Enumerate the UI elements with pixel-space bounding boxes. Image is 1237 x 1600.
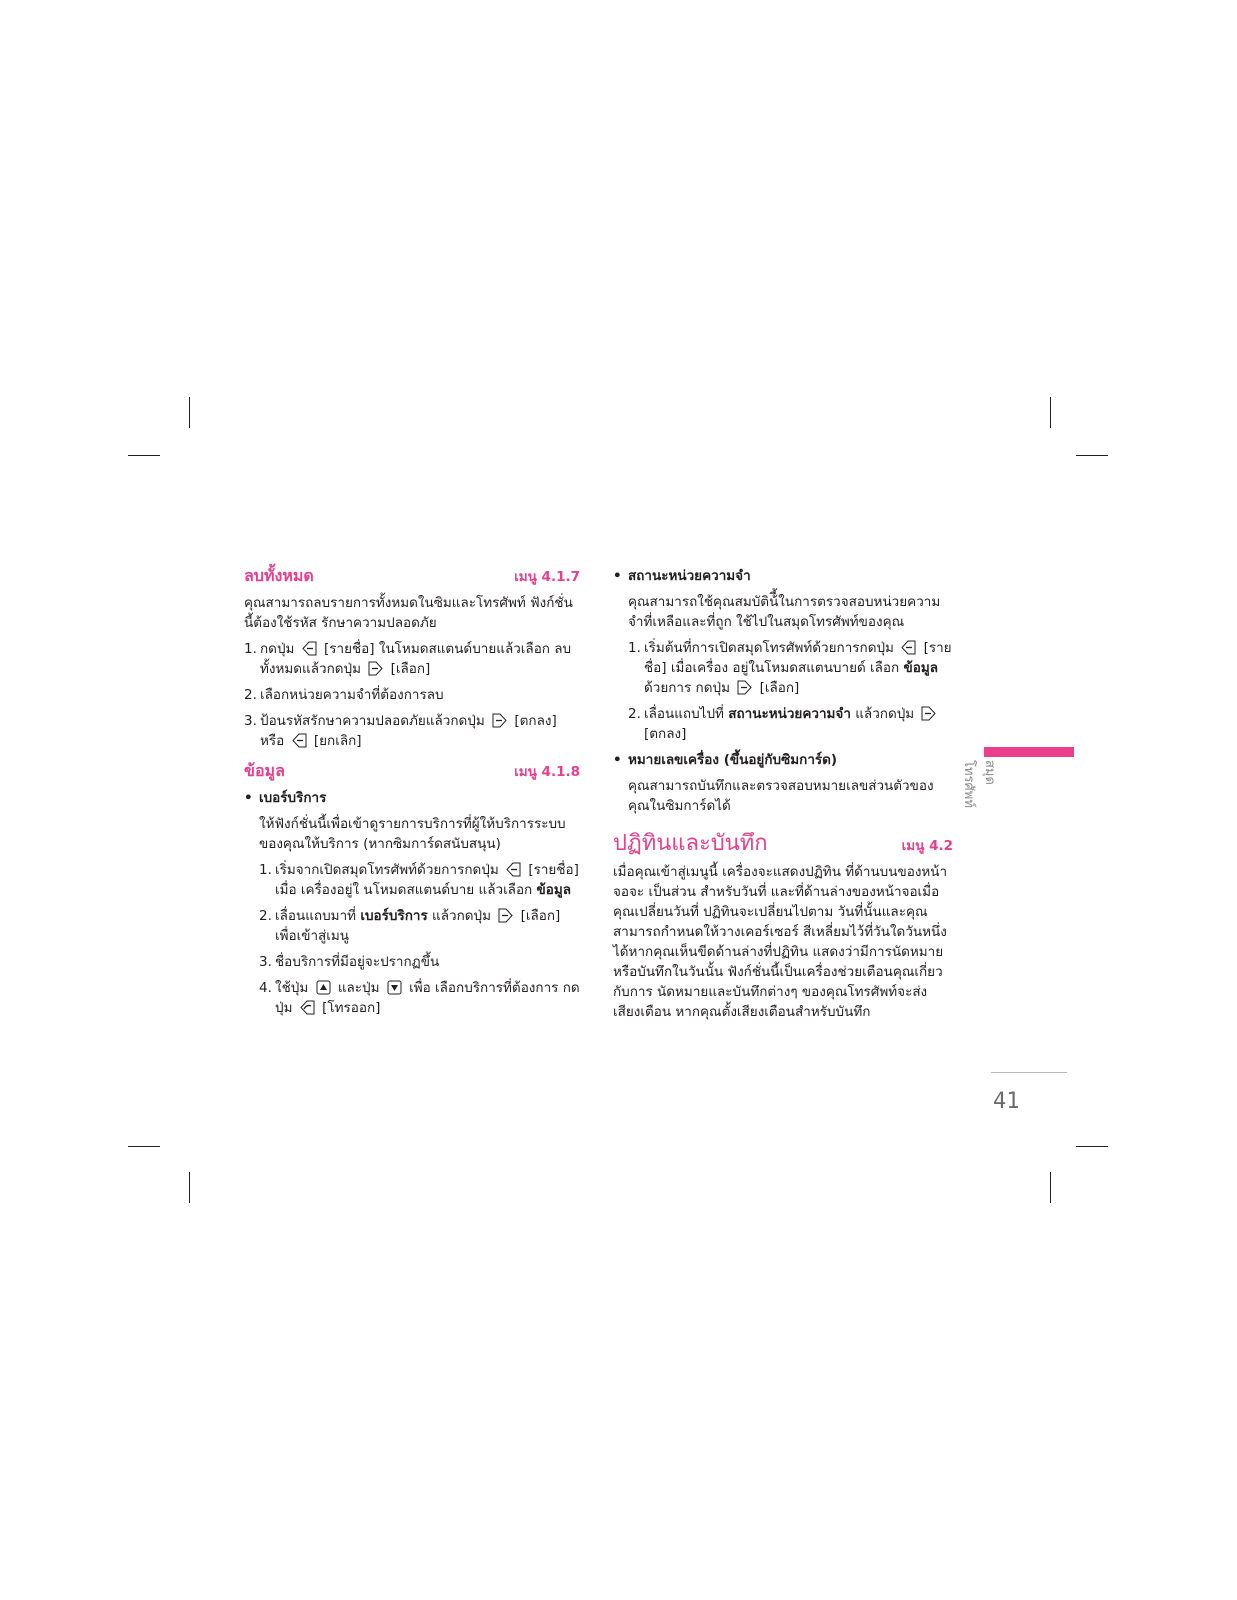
steps-list xyxy=(259,860,580,1018)
step-text: เลือกหน่วยความจำที่ต้องการลบ xyxy=(260,687,444,703)
bullet-text: เบอร์บริการ xyxy=(259,790,327,806)
step-text: [รายชื่อ] ในโหมดสแตนด์บายแล้วเลือก ลบทั้งหมดแล้วกดปุ่ม xyxy=(260,641,572,677)
menu-number: เมนู 4.1.7 xyxy=(514,569,580,585)
crop-mark xyxy=(128,455,160,456)
step-text: ป้อนรหัสรักษาความปลอดภัยแล้วกดปุ่ม xyxy=(260,713,485,729)
crop-mark xyxy=(1076,1146,1108,1147)
step-number: 3. xyxy=(244,713,257,729)
step-text-bold: เบอร์บริการ xyxy=(360,908,428,924)
steps-list xyxy=(244,639,580,751)
section-description: เมื่อคุณเข้าสู่เมนูนี้ เครื่องจะแสดงปฏิทิน ที่ด้านบนของหน้าจอจะ เป็นส่วน สำหรับวันที่ และที่ด้านล่างของหน้าจอเมื่อคุณเปลี่ยนวันที่ ปฏิทินจะเปลี่ยนไปตาม วันที่นั้นและคุณสามารถกำหนดให้วางเคอร์เซอร์ สีเหลี่ยมไว้ที่วันใดวันหนึ่งได้หากคุณเห็นขีดด้านล่างที่ปฏิทิน แสดงว่ามีการนัดหมายหรือบันทึกในวันนั้น ฟังก์ชั่นนี้เป็นเครื่องช่วยเตือนคุณเกี่ยวกับการ นัดหมายและบันทึกต่างๆ ของคุณโทรศัพท์จะส่งเสียงเตือน หากคุณตั้งเสียงเตือนสำหรับบันทึก xyxy=(613,864,948,1020)
right-softkey-icon xyxy=(492,713,507,728)
section-title: ข้อมูล xyxy=(244,761,285,780)
step-item xyxy=(244,711,580,751)
crop-mark xyxy=(1050,397,1051,428)
step-item xyxy=(244,685,580,705)
bullet-heading xyxy=(613,566,953,586)
step-text: แล้วกดปุ่ม xyxy=(432,908,491,924)
left-softkey-icon xyxy=(506,862,521,877)
step-text: เลื่อนแถบไปที่ xyxy=(644,706,724,722)
step-text: [ตกลง] หรือ xyxy=(260,713,557,749)
step-item xyxy=(628,704,953,744)
step-text: [เลือก] xyxy=(390,661,431,677)
step-text: ด้วยการ กดปุ่ม xyxy=(644,680,730,696)
bullet-icon: • xyxy=(613,752,622,768)
crop-mark xyxy=(1050,1172,1051,1203)
right-softkey-icon xyxy=(921,706,936,721)
bullet-text: สถานะหน่วยความจำ xyxy=(628,568,751,584)
step-text: [รายชื่อ] เมื่อ เครื่องอยู่ใ นโหมดสแตนด์บาย แล้วเลือก xyxy=(275,862,579,898)
right-softkey-icon xyxy=(737,680,752,695)
step-text: เลื่อนแถบมาที่ xyxy=(275,908,357,924)
left-softkey-icon xyxy=(901,640,916,655)
menu-number: เมนู 4.2 xyxy=(901,838,953,854)
step-number: 2. xyxy=(628,706,641,722)
step-text: [ตกลง] xyxy=(644,726,687,742)
step-item xyxy=(628,638,953,698)
step-text: และปุ่ม xyxy=(337,980,380,996)
step-item xyxy=(259,978,580,1018)
section-description: คุณสามารถใช้คุณสมบัติน้ี้ในการตรวจสอบหน่วยความจำที่เหลือและที่ถูก ใช้ไปในสมุดโทรศัพท์ของคุณ xyxy=(628,594,941,630)
step-text: [รายชื่อ] เมื่อเครื่อง อยู่ในโหมดสแตนบายด์ เลือก xyxy=(644,640,952,676)
side-tab-bar xyxy=(984,747,1074,757)
step-text: เพื่อ เลือกบริการที่ต้องการ กดปุ่ม xyxy=(275,980,580,1016)
step-number: 1. xyxy=(244,641,257,657)
step-number: 1. xyxy=(628,640,641,656)
step-text: ชื่อบริการที่มีอยู่จะปรากฏขึ้น xyxy=(275,954,440,970)
right-column xyxy=(613,566,953,1022)
step-number: 1. xyxy=(259,862,272,878)
step-text: เริ่มจากเปิดสมุดโทรศัพท์ด้วยการกดปุ่ม xyxy=(275,862,499,878)
step-text: [เลือก] เพื่อเข้าสู่เมนู xyxy=(275,908,561,944)
step-number: 4. xyxy=(259,980,272,996)
section-title: ปฏิทินและบันทึก xyxy=(613,831,768,856)
section-description: ให้ฟังก์ชั่นนี้เพื่อเข้าดูรายการบริการที่ผู้ให้บริการระบบของคุณให้บริการ (หากซิมการ์ดสนับสนุน) xyxy=(259,816,566,852)
bullet-icon: • xyxy=(613,568,622,584)
menu-number: เมนู 4.1.8 xyxy=(514,764,580,780)
step-text: [โทรออก] xyxy=(322,1000,381,1016)
left-column xyxy=(244,566,580,1018)
bullet-text: หมายเลขเครื่อง (ขึ้นอยู่กับซิมการ์ด) xyxy=(628,752,838,768)
step-item xyxy=(259,952,580,972)
left-softkey-icon xyxy=(292,733,307,748)
crop-mark xyxy=(189,397,190,428)
bullet-icon: • xyxy=(244,790,253,806)
side-tab-label: สมุดโทรศัพท์ xyxy=(961,760,997,808)
step-text-bold: ข้อมูล xyxy=(536,882,572,898)
section-description: คุณสามารถลบรายการทั้งหมดในซิมและโทรศัพท์ ฟังก์ชั่นนี้ต้องใช้รหัส รักษาความปลอดภัย xyxy=(244,595,573,631)
step-number: 2. xyxy=(259,908,272,924)
step-text: เริ่มต้นที่การเปิดสมุดโทรศัพท์ด้วยการกดปุ่ม xyxy=(644,640,894,656)
step-text: แล้วกดปุ่ม xyxy=(855,706,915,722)
step-number: 2. xyxy=(244,687,257,703)
bullet-heading xyxy=(244,788,580,808)
step-text: ใช้ปุ่ม xyxy=(275,980,309,996)
step-text: [ยกเลิก] xyxy=(313,733,362,749)
send-key-icon xyxy=(300,1000,315,1015)
left-softkey-icon xyxy=(302,641,317,656)
section-title: ลบทั้งหมด xyxy=(244,566,314,585)
page-number: 41 xyxy=(993,1089,1020,1114)
crop-mark xyxy=(128,1146,160,1147)
up-key-icon xyxy=(316,980,331,995)
section-header-info xyxy=(244,761,580,782)
step-item xyxy=(259,906,580,946)
crop-mark xyxy=(1076,455,1108,456)
right-softkey-icon xyxy=(498,908,513,923)
section-header-scheduler xyxy=(613,831,953,856)
page-number-rule xyxy=(991,1072,1067,1073)
step-item xyxy=(244,639,580,679)
bullet-heading xyxy=(613,750,953,770)
section-header-delete-all xyxy=(244,566,580,587)
right-softkey-icon xyxy=(368,661,383,676)
step-number: 3. xyxy=(259,954,272,970)
crop-mark xyxy=(189,1172,190,1203)
step-text-bold: ข้อมูล xyxy=(903,660,939,676)
steps-list xyxy=(628,638,953,744)
section-description: คุณสามารถบันทึกและตรวจสอบหมายเลขส่วนตัวของคุณในซิมการ์ดได้ xyxy=(628,778,934,814)
step-text: [เลือก] xyxy=(759,680,800,696)
step-text-bold: สถานะหน่วยความจำ xyxy=(728,706,851,722)
step-text: กดปุ่ม xyxy=(260,641,295,657)
step-item xyxy=(259,860,580,900)
down-key-icon xyxy=(387,980,402,995)
